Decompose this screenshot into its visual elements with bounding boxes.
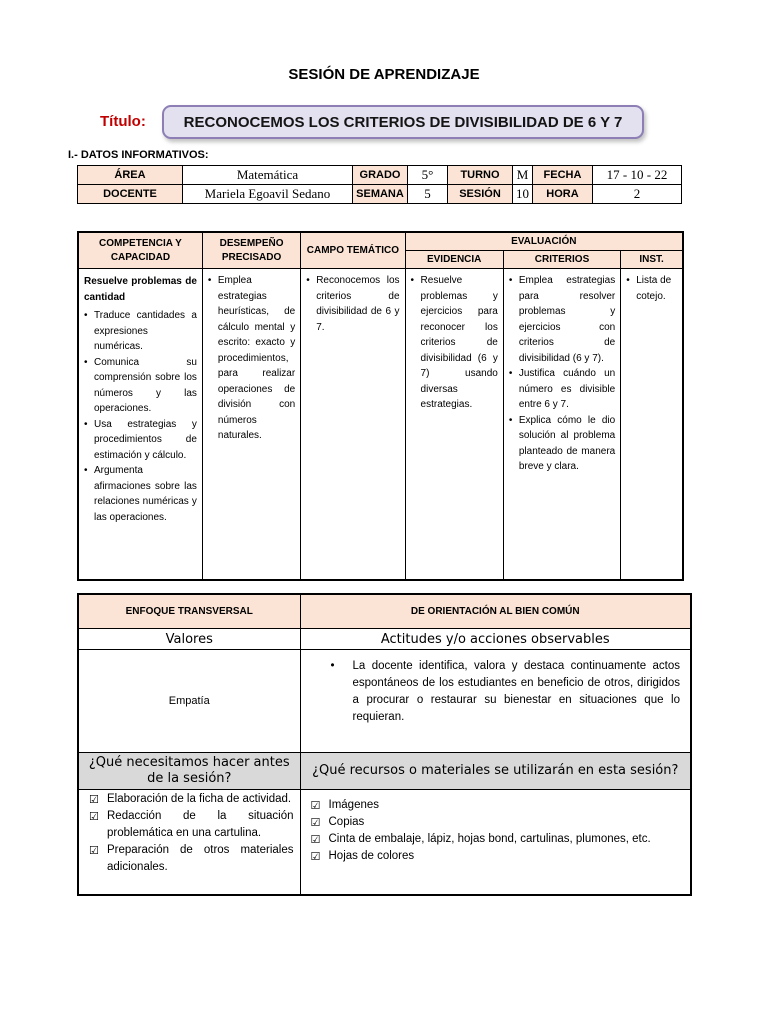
turno-label: TURNO	[448, 166, 513, 185]
question-antes: ¿Qué necesitamos hacer antes de la sesión?	[78, 753, 300, 790]
desempeno-cell	[202, 269, 300, 580]
list-item: ☑ Copias	[307, 814, 685, 831]
datos-heading: I.- DATOS INFORMATIVOS:	[68, 149, 209, 161]
enfoque-table	[77, 593, 692, 896]
list-item: • Comunica su comprensión sobre los números y las operaciones.	[84, 355, 197, 417]
semana-value: 5	[408, 185, 448, 204]
actitudes-label: Actitudes y/o acciones observables	[300, 629, 691, 650]
list-item: ☑ Redacción de la situación problemática en una cartulina.	[85, 808, 294, 842]
capacidades-list	[84, 308, 197, 525]
docente-label: DOCENTE	[78, 185, 183, 204]
fecha-label: FECHA	[533, 166, 593, 185]
inst-text: • Lista de cotejo.	[626, 273, 677, 304]
titulo-label: Título:	[100, 113, 146, 130]
criterios-list	[509, 273, 615, 475]
grado-label: GRADO	[353, 166, 408, 185]
datos-row	[78, 166, 682, 185]
evidencia-text: • Resuelve problemas y ejercicios para reconocer los criterios de divisibilidad (6 y 7) usando diversas estrategias.	[411, 273, 498, 413]
turno-value: M	[513, 166, 533, 185]
list-item: ☑ Hojas de colores	[307, 848, 685, 865]
actitud-text: • La docente identifica, valora y destaca continuamente actos espontáneos de los estudiantes en beneficio de otros, dirigidos a procurar o restaurar su bienestar en situaciones que lo requieran.	[331, 658, 681, 726]
recursos-list	[307, 797, 685, 865]
docente-value: Mariela Egoavil Sedano	[183, 185, 353, 204]
list-item: • Emplea estrategias para resolver problemas y ejercicios con criterios de divisibilidad (6 y 7).	[509, 273, 615, 366]
inst-cell	[621, 269, 683, 580]
antes-cell	[78, 790, 300, 896]
competencias-table	[77, 231, 684, 581]
header-campo: CAMPO TEMÁTICO	[301, 232, 405, 269]
list-item: • Usa estrategias y procedimientos de estimación y cálculo.	[84, 417, 197, 464]
titulo-value: RECONOCEMOS LOS CRITERIOS DE DIVISIBILIDAD DE 6 Y 7	[183, 113, 623, 131]
campo-text: • Reconocemos los criterios de divisibilidad de 6 y 7.	[306, 273, 399, 335]
antes-list	[85, 791, 294, 876]
header-desempeno: DESEMPEÑO PRECISADO	[202, 232, 300, 269]
header-criterios: CRITERIOS	[503, 251, 620, 269]
list-item: ☑ Imágenes	[307, 797, 685, 814]
enfoque-header: ENFOQUE TRANSVERSAL	[78, 594, 300, 629]
header-evaluacion: EVALUACIÓN	[405, 232, 683, 251]
area-value: Matemática	[183, 166, 353, 185]
area-label: ÁREA	[78, 166, 183, 185]
sesion-value: 10	[513, 185, 533, 204]
list-item: • Explica cómo le dio solución al problema planteado de manera breve y clara.	[509, 413, 615, 475]
titulo-box	[162, 105, 644, 139]
header-evidencia: EVIDENCIA	[405, 251, 503, 269]
semana-label: SEMANA	[353, 185, 408, 204]
recursos-cell	[300, 790, 691, 896]
valores-label: Valores	[78, 629, 300, 650]
list-item: ☑ Cinta de embalaje, lápiz, hojas bond, cartulinas, plumones, etc.	[307, 831, 685, 848]
sesion-label: SESIÓN	[448, 185, 513, 204]
competencia-title: Resuelve problemas de cantidad	[84, 276, 197, 303]
list-item: • Justifica cuándo un número es divisible entre 6 y 7.	[509, 366, 615, 413]
header-competencia: COMPETENCIA Y CAPACIDAD	[78, 232, 202, 269]
desempeno-text: • Emplea estrategias heurísticas, de cálculo mental y escrito: exacto y procedimientos, para realizar operaciones de división con números naturales.	[208, 273, 295, 444]
list-item: ☑ Elaboración de la ficha de actividad.	[85, 791, 294, 808]
competencia-cell	[78, 269, 202, 580]
valor-empatia: Empatía	[78, 650, 300, 753]
page-title: SESIÓN DE APRENDIZAJE	[288, 66, 480, 83]
header-inst: INST.	[621, 251, 683, 269]
campo-cell	[301, 269, 405, 580]
list-item: • Argumenta afirmaciones sobre las relaciones numéricas y las operaciones.	[84, 463, 197, 525]
question-recursos: ¿Qué recursos o materiales se utilizarán en esta sesión?	[300, 753, 691, 790]
list-item: ☑ Preparación de otros materiales adicionales.	[85, 842, 294, 876]
evidencia-cell	[405, 269, 503, 580]
grado-value: 5°	[408, 166, 448, 185]
hora-label: HORA	[533, 185, 593, 204]
list-item: • Traduce cantidades a expresiones numéricas.	[84, 308, 197, 355]
datos-row	[78, 185, 682, 204]
orientacion-header: DE ORIENTACIÓN AL BIEN COMÚN	[300, 594, 691, 629]
hora-value: 2	[593, 185, 682, 204]
datos-table	[77, 165, 682, 204]
actitud-cell	[300, 650, 691, 753]
criterios-cell	[503, 269, 620, 580]
fecha-value: 17 - 10 - 22	[593, 166, 682, 185]
